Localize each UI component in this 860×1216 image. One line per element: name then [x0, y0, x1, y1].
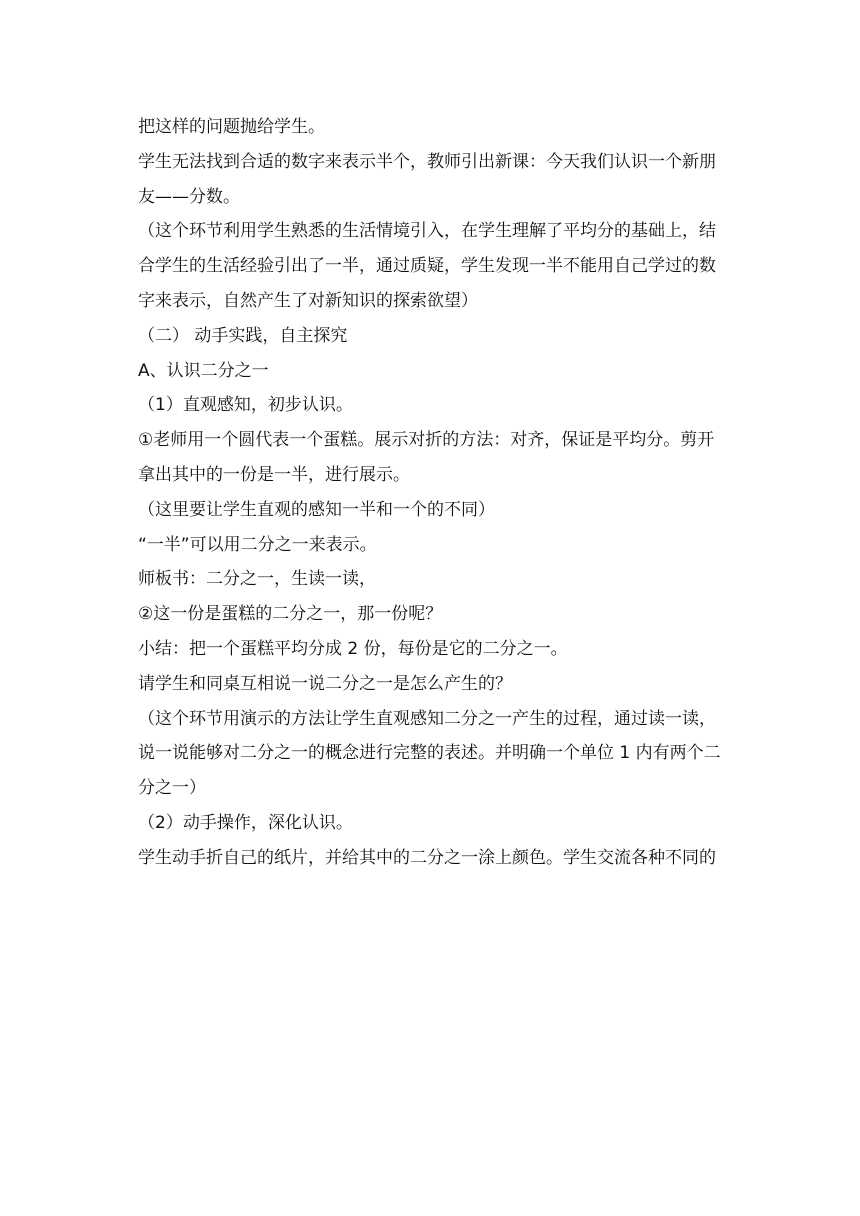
paragraph-10: 师板书：二分之一，生读一读，: [138, 569, 376, 590]
subsection-heading-a: A、认识二分之一: [138, 360, 269, 381]
summary-paragraph: 小结：把一个蛋糕平均分成 2 份，每份是它的二分之一。: [138, 638, 568, 659]
paragraph-3: （这个环节利用学生熟悉的生活情境引入，在学生理解了平均分的基础上，结合学生的生活经验引出了一半，通过质疑，学生发现一半不能用自己学过的数字来表示，自然产生了对新知识的探索欲望）: [138, 221, 716, 311]
paragraph-9: “一半”可以用二分之一来表示。: [138, 534, 377, 555]
paragraph-16: 学生动手折自己的纸片，并给其中的二分之一涂上颜色。学生交流各种不同的: [138, 847, 716, 868]
step-heading-2: （2）动手操作，深化认识。: [138, 812, 353, 833]
step-heading-1: （1）直观感知，初步认识。: [138, 395, 353, 416]
paragraph-2: 学生无法找到合适的数字来表示半个，教师引出新课：今天我们认识一个新朋友——分数。: [138, 151, 716, 207]
paragraph-11: ②这一份是蛋糕的二分之一，那一份呢？: [138, 604, 443, 625]
section-heading-2: （二） 动手实践，自主探究: [138, 325, 348, 346]
paragraph-8: （这里要让学生直观的感知一半和一个的不同）: [138, 499, 495, 520]
paragraph-1: 把这样的问题抛给学生。: [138, 117, 325, 137]
paragraph-14: （这个环节用演示的方法让学生直观感知二分之一产生的过程，通过读一读，说一说能够对二分之一的概念进行完整的表述。并明确一个单位 1 内有两个二分之一）: [138, 708, 721, 799]
paragraph-13: 请学生和同桌互相说一说二分之一是怎么产生的？: [138, 673, 512, 694]
paragraph-7: ①老师用一个圆代表一个蛋糕。展示对折的方法：对齐，保证是平均分。剪开拿出其中的一份是一半，进行展示。: [138, 430, 715, 485]
document-body: [138, 110, 728, 876]
